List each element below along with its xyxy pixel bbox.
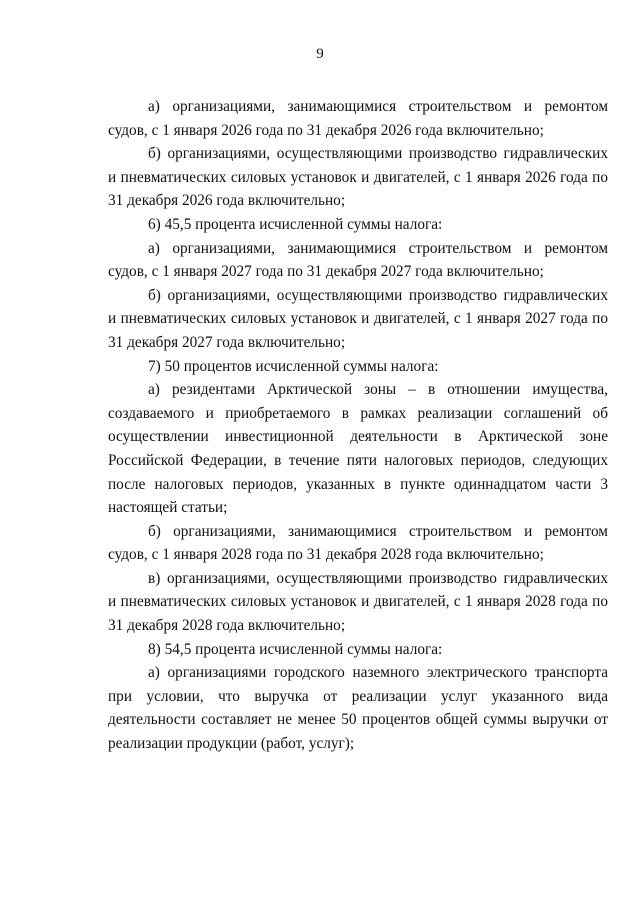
paragraph-a-electric-transport: а) организациями городского наземного электрического транспорта при условии, что выручка от реализации услуг указанного вида деятельности составляет не менее 50 процентов общей суммы выручки от реализации продукции (работ, услуг); xyxy=(108,664,608,753)
paragraph-a-ships-2026: а) организациями, занимающимися строительством и ремонтом судов, с 1 января 2026 года по 31 декабря 2026 года включительно; xyxy=(108,98,608,139)
paragraph-v-hydraulic-2028: в) организациями, осуществляющими производство гидравлических и пневматических силовых установок и двигателей, с 1 января 2028 года по 31 декабря 2028 года включительно; xyxy=(108,569,608,635)
document-body xyxy=(108,95,608,756)
paragraph-item-6: 6) 45,5 процента исчисленной суммы налога: xyxy=(148,215,443,233)
paragraph-b-hydraulic-2027: б) организациями, осуществляющими производство гидравлических и пневматических силовых установок и двигателей, с 1 января 2027 года по 31 декабря 2027 года включительно; xyxy=(108,286,608,351)
paragraph-item-7: 7) 50 процентов исчисленной суммы налога: xyxy=(148,357,439,375)
paragraph-item-8: 8) 54,5 процента исчисленной суммы налога: xyxy=(148,640,443,658)
paragraph-b-ships-2028: б) организациями, занимающимися строительством и ремонтом судов, с 1 января 2028 года по 31 декабря 2028 года включительно; xyxy=(108,522,608,564)
paragraph-a-ships-2027: а) организациями, занимающимися строительством и ремонтом судов, с 1 января 2027 года по 31 декабря 2027 года включительно; xyxy=(108,239,608,281)
paragraph-b-hydraulic-2026: б) организациями, осуществляющими производство гидравлических и пневматических силовых установок и двигателей, с 1 января 2026 года по 31 декабря 2026 года включительно; xyxy=(108,145,608,210)
paragraph-a-arctic-residents: а) резидентами Арктической зоны – в отношении имущества, создаваемого и приобретаемого в рамках реализации соглашений об осуществлении инвестиционной деятельности в Арктической зоне Российской Федерации, в течение пяти налоговых периодов, следующих после налоговых периодов, указанных в пункте одиннадцатом части 3 настоящей статьи; xyxy=(108,381,608,517)
page-number: 9 xyxy=(316,46,324,62)
